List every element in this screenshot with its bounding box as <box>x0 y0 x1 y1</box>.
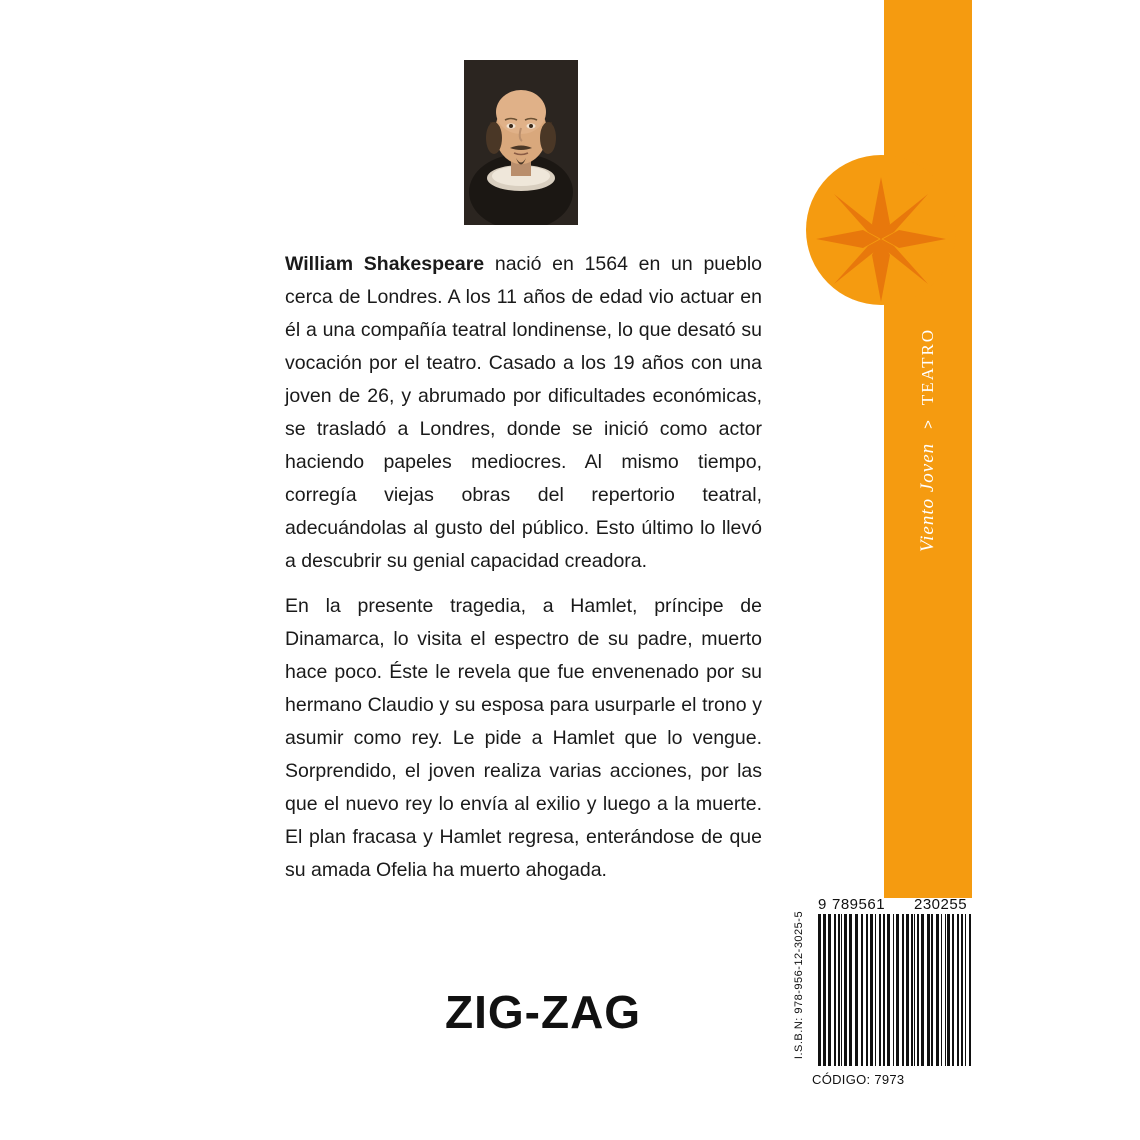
ean-left-group: 789561 <box>832 896 886 913</box>
barcode-block <box>790 890 980 1090</box>
band-label <box>884 300 972 580</box>
band-separator: > <box>919 419 937 429</box>
author-name: William Shakespeare <box>285 253 485 275</box>
codigo-label: CÓDIGO: 7973 <box>812 1072 905 1087</box>
ean-digits <box>818 894 978 916</box>
blurb-paragraph-synopsis: En la presente tragedia, a Hamlet, príncipe de Dinamarca, lo visita el espectro de su padre, muerto hace poco. Éste le revela que fue envenenado por su hermano Claudio y su esposa para usurparle el trono y asumir como rey. Le pide a Hamlet que lo vengue. Sorprendido, el joven realiza varias acciones, por las que el nuevo rey lo envía al exilio y luego a la muerte. El plan fracasa y Hamlet regresa, enterándose de que su amada Ofelia ha muerto ahogada. <box>285 595 762 881</box>
author-bio-text: nació en 1564 en un pueblo cerca de Londres. A los 11 años de edad vio actuar en él a una compañía teatral londinense, lo que desató su vocación por el teatro. Casado a los 19 años con una joven de 26, y abrumado por dificultades económicas, se trasladó a Londres, donde se inició como actor haciendo papeles mediocres. Al mismo tiempo, corregía viejas obras del repertorio teatral, adecuándolas al gusto del público. Esto último lo llevó a descubrir su genial capacidad creadora. <box>285 253 762 572</box>
genre-label: TEATRO <box>918 327 937 406</box>
william-shakespeare-portrait <box>464 60 578 225</box>
ean-left-digit: 9 <box>818 896 827 913</box>
eight-point-star-icon <box>806 172 956 307</box>
blurb-paragraph-author <box>285 248 762 578</box>
back-cover-blurb <box>285 248 762 887</box>
ean-right-group: 230255 <box>914 896 968 913</box>
collection-name: Viento Joven <box>917 442 938 553</box>
barcode-bars <box>818 914 974 1066</box>
isbn-label: I.S.B.N: 978-956-12-3025-5 <box>793 910 806 1060</box>
publisher-logo: ZIG-ZAG <box>445 986 642 1038</box>
